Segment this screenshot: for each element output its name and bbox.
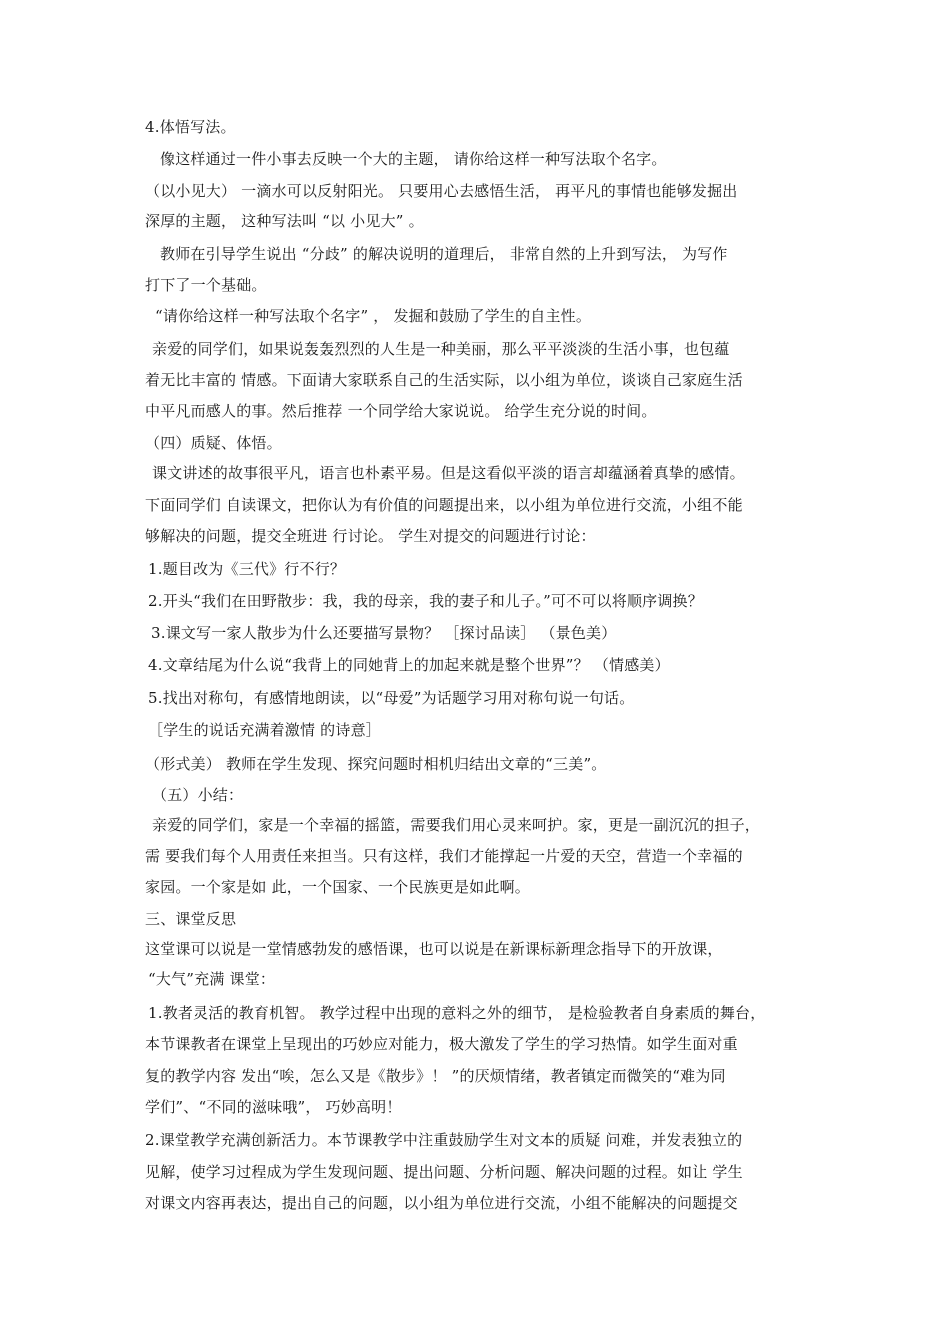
- paragraph-line: 亲爱的同学们，家是一个幸福的摇篮，需要我们用心灵来呵护。家，更是一副沉沉的担子，: [152, 816, 761, 834]
- paragraph-line: 像这样通过一件小事去反映一个大的主题， 请你给这样一种写法取个名字。: [160, 150, 667, 168]
- paragraph-line: （以小见大） 一滴水可以反射阳光。 只要用心去感悟生活， 再平凡的事情也能够发掘出: [145, 182, 738, 200]
- paragraph-line: 这堂课可以说是一堂情感勃发的感悟课，也可以说是在新课标新理念指导下的开放课，: [145, 940, 723, 958]
- section-heading: 三、课堂反思: [145, 910, 237, 928]
- paragraph-line: 下面同学们 自读课文，把你认为有价值的问题提出来，以小组为单位进行交流，小组不能: [145, 496, 743, 514]
- paragraph-line: 课文讲述的故事很平凡，语言也朴素平易。但是这看似平淡的语言却蕴涵着真挚的感情。: [152, 464, 745, 482]
- section-heading: （五）小结：: [152, 786, 244, 804]
- paragraph-line: 见解，使学习过程成为学生发现问题、提出问题、分析问题、解决问题的过程。如让 学生: [145, 1163, 743, 1181]
- paragraph-line: 复的教学内容 发出“唉，怎么又是《散步》！ ”的厌烦情绪，教者镇定而微笑的“难为同: [145, 1067, 726, 1085]
- list-item: 1.题目改为《三代》行不行？: [148, 560, 346, 578]
- paragraph-line: ［学生的说话充满着激情 的诗意］: [148, 721, 381, 739]
- list-item: 5.找出对称句，有感情地朗读，以“母爱”为话题学习用对称句说一句话。: [148, 689, 635, 707]
- paragraph-line: “请你给这样一种写法取个名字” ， 发掘和鼓励了学生的自主性。: [155, 307, 592, 325]
- section-heading: （四）质疑、体悟。: [145, 434, 282, 452]
- paragraph-line: 需 要我们每个人用责任来担当。只有这样，我们才能撑起一片爱的天空，营造一个幸福的: [145, 847, 743, 865]
- paragraph-line: 教师在引导学生说出 “分歧” 的解决说明的道理后， 非常自然的上升到写法， 为写作: [160, 245, 728, 263]
- list-item: 2.课堂教学充满创新活力。本节课教学中注重鼓励学生对文本的质疑 问难，并发表独立的: [145, 1131, 743, 1149]
- list-item: 3.课文写一家人散步为什么还要描写景物？ ［探讨品读］ （景色美）: [151, 624, 617, 642]
- section-heading: 4.体悟写法。: [145, 118, 236, 136]
- list-item: 2.开头“我们在田野散步：我，我的母亲，我的妻子和儿子。”可不可以将顺序调换？: [148, 592, 703, 610]
- paragraph-line: 够解决的问题，提交全班进 行讨论。 学生对提交的问题进行讨论：: [145, 527, 596, 545]
- paragraph-line: 打下了一个基础。: [145, 276, 267, 294]
- paragraph-line: “大气”充满 课堂：: [148, 970, 276, 988]
- list-item: 1.教者灵活的教育机智。 教学过程中出现的意料之外的细节， 是检验教者自身素质的舞台，: [148, 1004, 766, 1022]
- paragraph-line: 着无比丰富的 情感。下面请大家联系自己的生活实际，以小组为单位，谈谈自己家庭生活: [145, 371, 743, 389]
- paragraph-line: 亲爱的同学们，如果说轰轰烈烈的人生是一种美丽，那么平平淡淡的生活小事，也包蕴: [152, 340, 730, 358]
- paragraph-line: 对课文内容再表达，提出自己的问题，以小组为单位进行交流，小组不能解决的问题提交: [145, 1194, 738, 1212]
- paragraph-line: 学们”、“不同的滋味哦”， 巧妙高明！: [145, 1098, 402, 1116]
- paragraph-line: 家园。一个家是如 此，一个国家、一个民族更是如此啊。: [145, 878, 530, 896]
- list-item: 4.文章结尾为什么说“我背上的同她背上的加起来就是整个世界”？ （情感美）: [148, 656, 670, 674]
- paragraph-line: 深厚的主题， 这种写法叫 “以 小见大” 。: [145, 212, 424, 230]
- paragraph-line: 中平凡而感人的事。然后推荐 一个同学给大家说说。 给学生充分说的时间。: [145, 402, 657, 420]
- paragraph-line: 本节课教者在课堂上呈现出的巧妙应对能力，极大激发了学生的学习热情。如学生面对重: [145, 1035, 738, 1053]
- paragraph-line: （形式美） 教师在学生发现、探究问题时相机归结出文章的“三美”。: [145, 755, 607, 773]
